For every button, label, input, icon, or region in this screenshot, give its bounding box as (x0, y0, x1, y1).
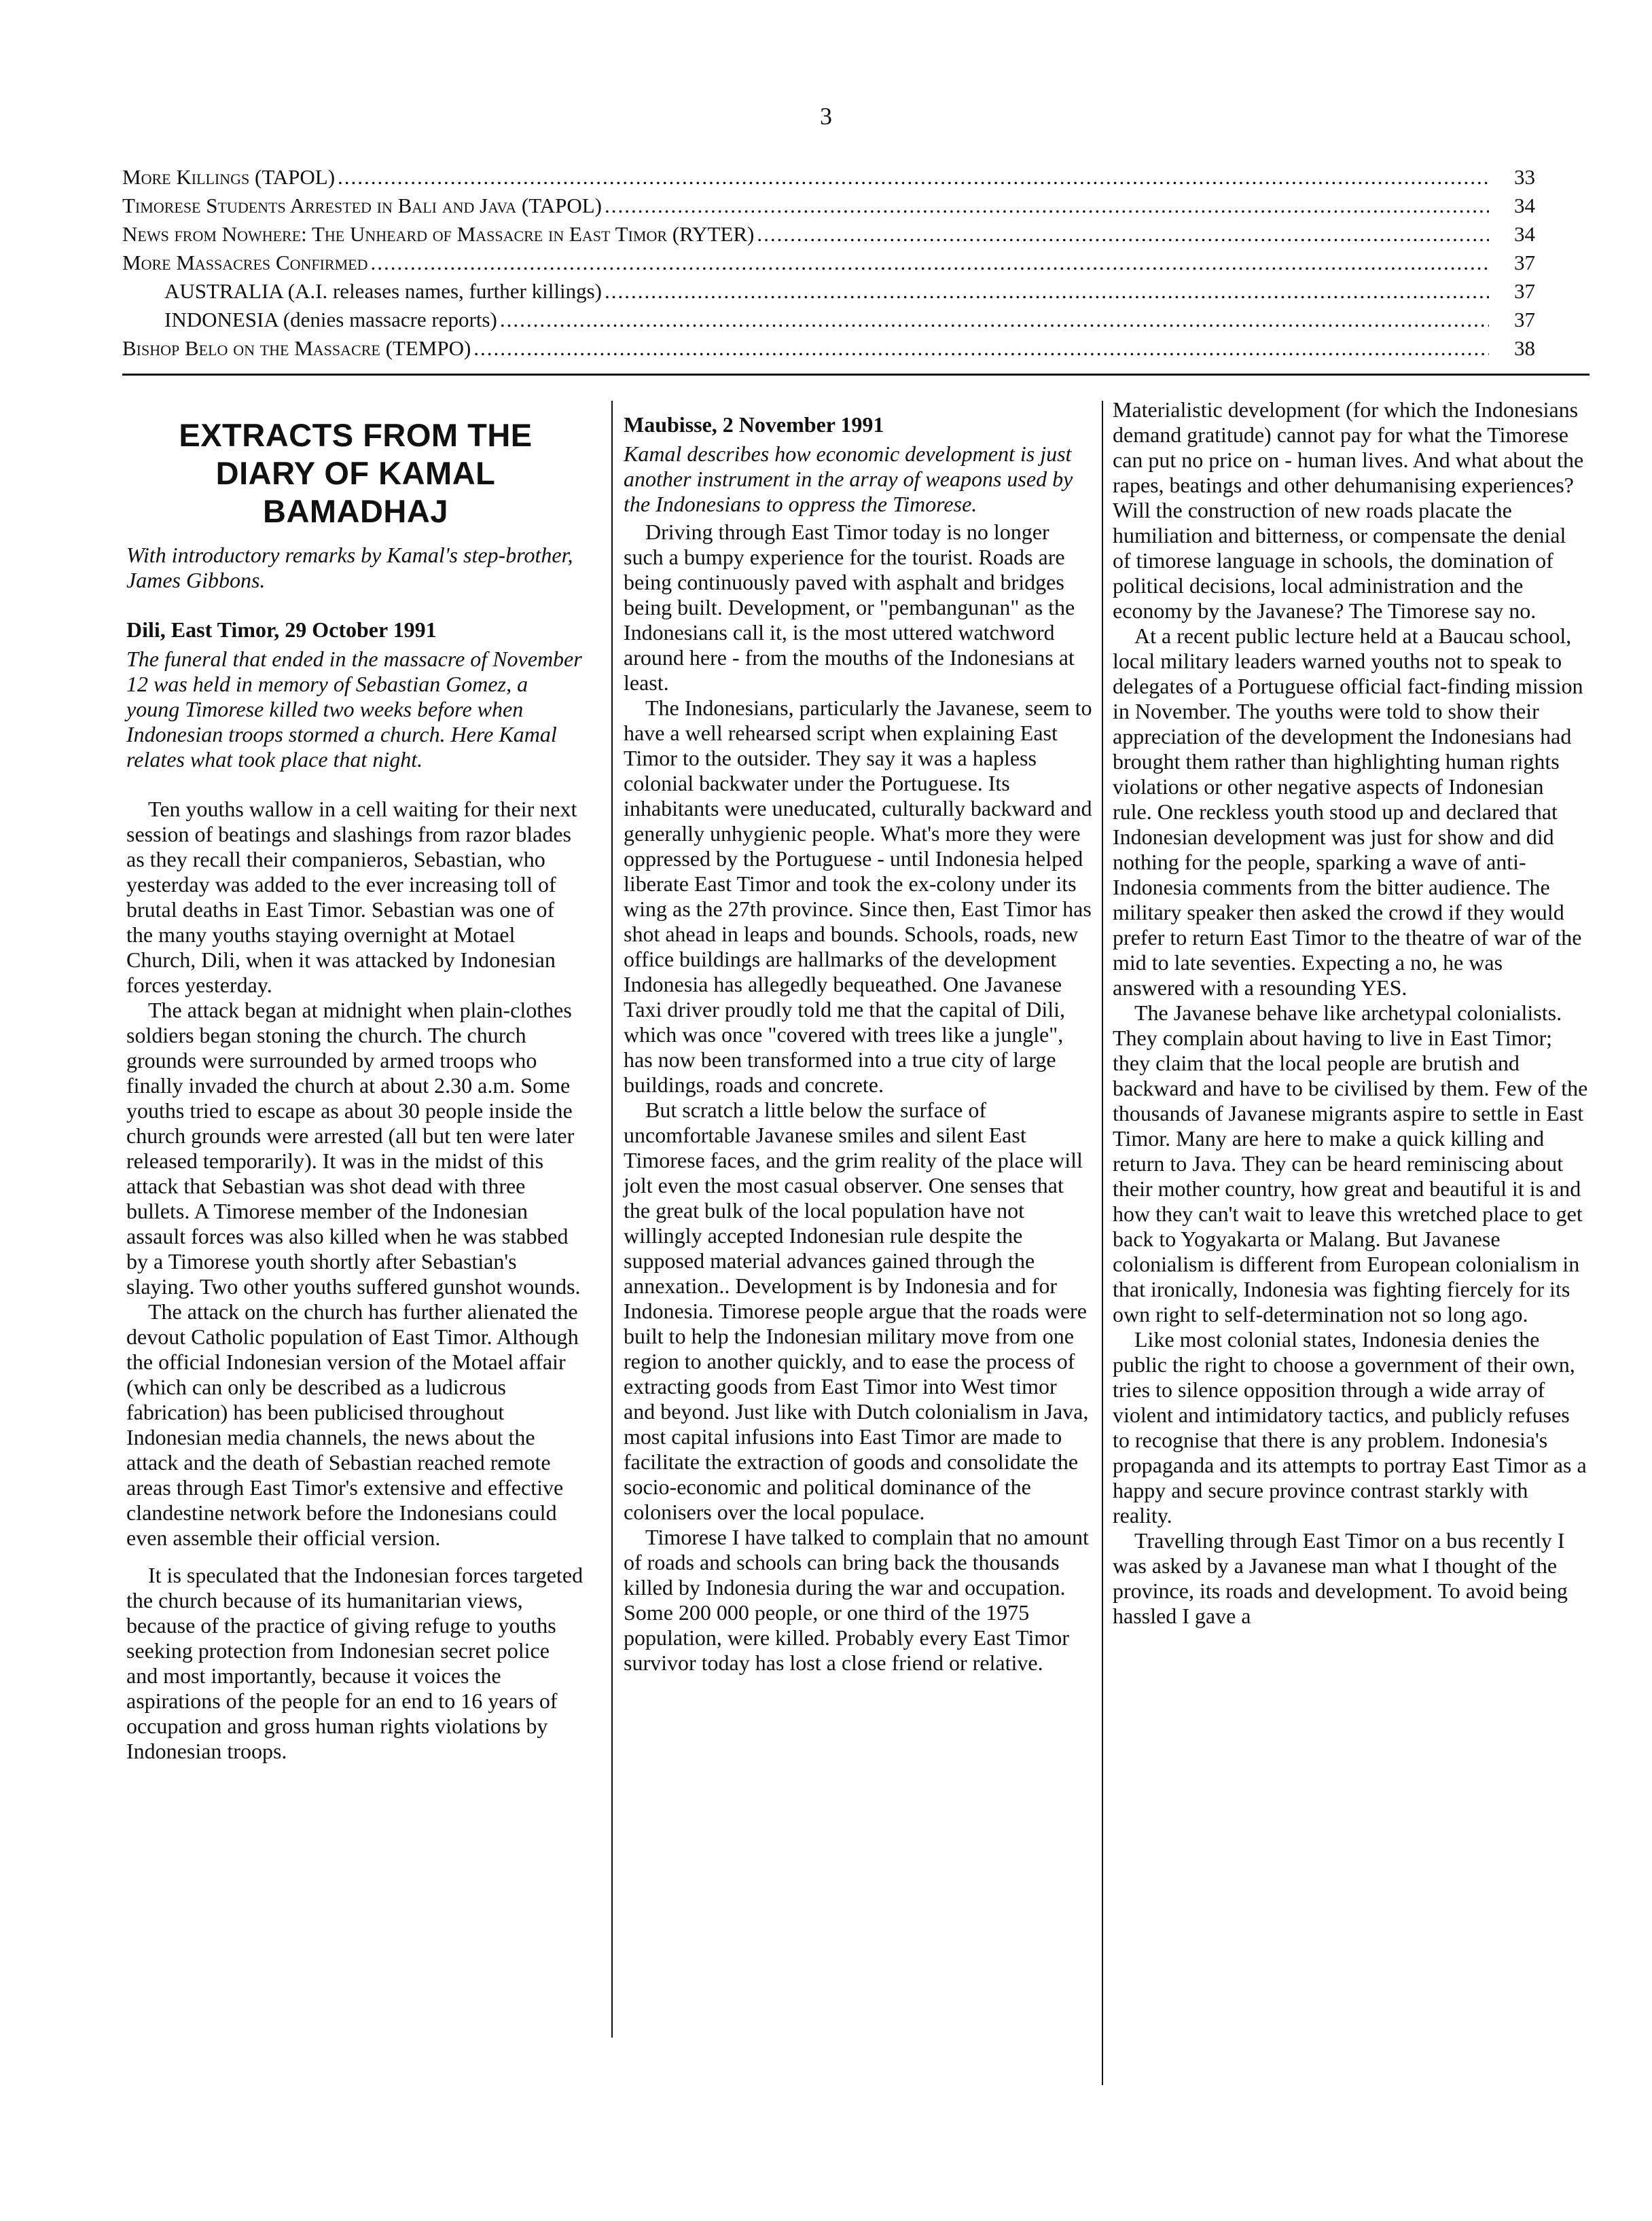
table-of-contents (122, 163, 1535, 363)
toc-title: Bishop Belo on the Massacre (TEMPO) (122, 336, 471, 360)
column-divider (611, 401, 613, 2038)
paragraph: Ten youths wallow in a cell waiting for their next session of beatings and slashings from razor blades as they recall their companieros, Sebastian, who yesterday was added to the ever increasing toll of brutal deaths in East Timor. Sebastian was one of the many youths staying overnight at Motael Church, Dili, when it was attacked by Indonesian forces yesterday. (126, 797, 577, 997)
column-divider (1102, 401, 1103, 2085)
toc-title: More Massacres Confirmed (122, 251, 368, 274)
toc-leader (370, 249, 1489, 277)
paragraph: Driving through East Timor today is no longer such a bumpy experience for the tourist. Roads are being continuously paved with asphalt and bridges being built. Development, or "pembangunan" as the Indonesians call it, is the most uttered watchword around here - from the mouths of the Indonesians at least. (624, 520, 1075, 695)
toc-entry (122, 192, 1535, 220)
toc-page: 33 (1514, 165, 1535, 189)
toc-title: INDONESIA (denies massacre reports) (164, 308, 497, 331)
paragraph: It is speculated that the Indonesian forces targeted the church because of its humanitarian views, because of the practice of giving refuge to youths seeking protection from Indonesian secret police and most importantly, because it voices the aspirations of the people for an end to 16 years of occupation and gross human rights violations by Indonesian troops. (126, 1563, 583, 1763)
toc-entry (122, 220, 1535, 249)
entry-dateline: Dili, East Timor, 29 October 1991 (126, 617, 437, 642)
header-rule (122, 374, 1590, 376)
paragraph: At a recent public lecture held at a Baucau school, local military leaders warned youths not to speak to delegates of a Portuguese official fact-finding mission in November. The youths were told to show their appreciation of the development the Indonesians had brought them rather than highlighting human rights violations or other negative aspects of Indonesian rule. One reckless youth stood up and declared that Indonesian development was just for show and did nothing for the people, sparking a wave of anti-Indonesia comments from the bitter audience. The military speaker then asked the crowd if they would prefer to return East Timor to the theatre of war of the mid to late seventies. Expecting a no, he was answered with a resounding YES. (1113, 624, 1583, 1000)
toc-entry (122, 334, 1535, 363)
toc-entry (122, 249, 1535, 277)
entry-dateline: Maubisse, 2 November 1991 (624, 412, 884, 437)
paragraph: The attack began at midnight when plain-clothes soldiers began stoning the church. The church grounds were surrounded by armed troops who finally invaded the church at about 2.30 a.m. Some youths tried to escape as about 30 people inside the church grounds were arrested (all but ten were later released temporarily). It was in the midst of this attack that Sebastian was shot dead with three bullets. A Timorese member of the Indonesian assault forces was also killed when he was stabbed by a Timorese youth shortly after Sebastian's slaying. Two other youths suffered gunshot wounds. (126, 998, 581, 1299)
toc-leader (605, 192, 1489, 220)
toc-title: AUSTRALIA (A.I. releases names, further killings) (164, 279, 602, 303)
toc-leader (500, 306, 1489, 334)
paragraph: But scratch a little below the surface of uncomfortable Javanese smiles and silent East Timorese faces, and the grim reality of the place will jolt even the most casual observer. One senses that the great bulk of the local population have not willingly accepted Indonesian rule despite the supposed material advances gained through the annexation.. Development is by Indonesia and for Indonesia. Timorese people argue that the roads were built to help the Indonesian military move from one region to another quickly, and to ease the process of extracting goods from East Timor into West timor and beyond. Just like with Dutch colonialism in Java, most capital infusions into East Timor are made to facilitate the extraction of goods and consolidate the socio-economic and political dominance of the colonisers over the local populace. (624, 1098, 1089, 1524)
toc-page: 37 (1514, 308, 1535, 331)
toc-page: 34 (1514, 194, 1535, 217)
toc-page: 38 (1514, 336, 1535, 360)
toc-title: News from Nowhere: The Unheard of Massacre in East Timor (RYTER) (122, 222, 755, 246)
toc-page: 37 (1514, 279, 1535, 303)
toc-entry (122, 163, 1535, 192)
paragraph: The Javanese behave like archetypal colonialists. They complain about having to live in East Timor; they claim that the local people are brutish and backward and have to be civilised by them. Few of the thousands of Javanese migrants aspire to settle in East Timor. Many are here to make a quick killing and return to Java. They can be heard reminiscing about their mother country, how great and beautiful it is and how they can't wait to leave this wretched place to get back to Yogyakarta or Malang. But Javanese colonialism is different from European colonialism in that ironically, Indonesia was fighting fiercely for its own right to self-determination not so long ago. (1113, 1000, 1588, 1326)
paragraph: Timorese I have talked to complain that no amount of roads and schools can bring back the thousands killed by Indonesia during the war and occupation. Some 200 000 people, or one third of the 1975 population, were killed. Probably every East Timor survivor today has lost a close friend or relative. (624, 1525, 1089, 1675)
paragraph: The attack on the church has further alienated the devout Catholic population of East Timor. Although the official Indonesian version of the Motael affair (which can only be described as a ludicrous fabrication) has been publicised throughout Indonesian media channels, the news about the attack and the death of Sebastian reached remote areas through East Timor's extensive and effective clandestine network before the Indonesians could even assemble their official version. (126, 1299, 579, 1550)
toc-page: 37 (1514, 251, 1535, 274)
column-2 (624, 397, 1092, 1676)
column-1 (126, 397, 585, 1764)
entry-summary: Kamal describes how economic development is just another instrument in the array of weapons used by the Indonesians to oppress the Timorese. (624, 441, 1073, 516)
article-intro: With introductory remarks by Kamal's step-brother, James Gibbons. (126, 543, 573, 592)
toc-title: More Killings (TAPOL) (122, 165, 336, 189)
paragraph: Like most colonial states, Indonesia denies the public the right to choose a government of their own, tries to silence opposition through a wide array of violent and intimidatory tactics, and publicly refuses to recognise that there is any problem. Indonesia's propaganda and its attempts to portray East Timor as a happy and secure province contrast starkly with reality. (1113, 1327, 1587, 1528)
toc-subentry (122, 306, 1535, 334)
toc-leader (473, 334, 1489, 363)
toc-leader (338, 163, 1489, 192)
toc-leader (757, 220, 1489, 249)
paragraph: The Indonesians, particularly the Javanese, seem to have a well rehearsed script when explaining East Timor to the outsider. They say it was a hapless colonial backwater under the Portuguese. Its inhabitants were uneducated, culturally backward and generally unhygienic people. What's more they were oppressed by the Portuguese - until Indonesia helped liberate East Timor and took the ex-colony under its wing as the 27th province. Since then, East Timor has shot ahead in leaps and bounds. Schools, roads, new office buildings are hallmarks of the development Indonesia has allegedly bequeathed. One Javanese Taxi driver proudly told me that the capital of Dili, which was once "covered with trees like a jungle", has now been transformed into a true city of large buildings, roads and concrete. (624, 696, 1092, 1097)
toc-title: Timorese Students Arrested in Bali and Java (TAPOL) (122, 194, 602, 217)
article-title: EXTRACTS FROM THE DIARY OF KAMAL BAMADHAJ (179, 417, 533, 529)
paragraph: Travelling through East Timor on a bus recently I was asked by a Javanese man what I thought of the province, its roads and development. To avoid being hassled I gave a (1113, 1528, 1568, 1628)
page-number: 3 (820, 103, 832, 130)
toc-page: 34 (1514, 222, 1535, 246)
entry-summary: The funeral that ended in the massacre of November 12 was held in memory of Sebastian Gomez, a young Timorese killed two weeks before when Indonesian troops stormed a church. Here Kamal relates what took place that night. (126, 647, 582, 772)
paragraph: Materialistic development (for which the Indonesians demand gratitude) cannot pay for what the Timorese can put no price on - human lives. And what about the rapes, beatings and other dehumanising experiences? Will the construction of new roads placate the humiliation and bitterness, or compensate the denial of timorese language in schools, the domination of political decisions, local administration and the economy by the Javanese? The Timorese say no. (1113, 397, 1584, 623)
column-3 (1113, 397, 1588, 1629)
toc-subentry (122, 277, 1535, 306)
toc-leader (605, 277, 1489, 306)
